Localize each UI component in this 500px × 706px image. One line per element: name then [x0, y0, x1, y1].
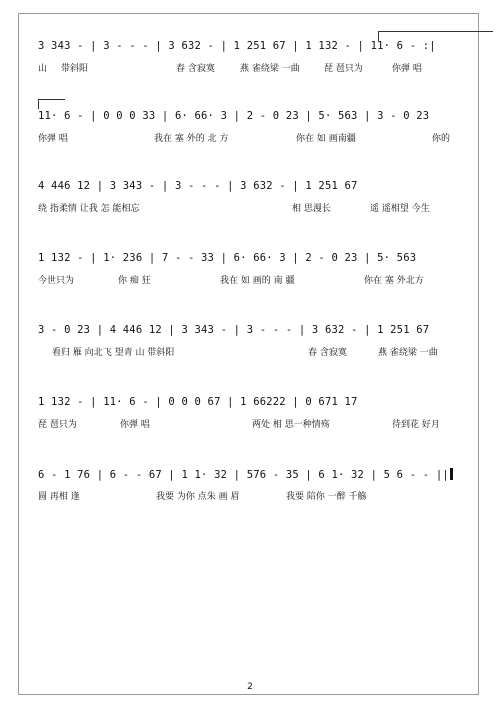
score-system-6: [38, 396, 463, 431]
lyrics-line: [38, 417, 463, 431]
lyric-segment: 你的: [432, 134, 451, 144]
notation-line: 4 446 12 | 3 343 - | 3 - - - | 3 632 - | 1 251 67: [38, 180, 358, 192]
lyric-segment: 带斜阳: [61, 64, 89, 74]
lyrics-line: [38, 273, 463, 287]
page-number: 2: [247, 682, 253, 692]
lyric-segment: 燕 雀绕梁 一曲: [240, 64, 300, 74]
lyrics-line: [38, 489, 463, 503]
notation-line: 3 343 - | 3 - - - | 3 632 - | 1 251 67 | 1 132 - | 11· 6 - :|: [38, 40, 436, 52]
lyric-segment: 你弹 唱: [38, 134, 68, 144]
lyric-segment: 春 含寂寞: [308, 348, 347, 358]
lyric-segment: 春 含寂寞: [176, 64, 215, 74]
lyric-segment: 你 痴 狂: [118, 276, 151, 286]
lyric-segment: 圆 再相 逢: [38, 492, 80, 502]
lyric-segment: 绕 指柔情 让我 怎 能相忘: [38, 204, 140, 214]
notation-line: 3 - 0 23 | 4 446 12 | 3 343 - | 3 - - - | 3 632 - | 1 251 67: [38, 324, 430, 336]
lyric-segment: 我要 陪你 一醉 千觞: [286, 492, 367, 502]
lyric-segment: 待到花 好月: [392, 420, 440, 430]
lyric-segment: 你在 塞 外北方: [364, 276, 424, 286]
lyrics-line: [38, 201, 463, 215]
lyric-segment: 今世只为: [38, 276, 75, 286]
volta-bracket: [38, 99, 65, 109]
lyrics-line: [38, 345, 463, 359]
notation-line: [38, 468, 463, 482]
score-system-1: [38, 40, 463, 75]
lyric-segment: 燕 雀绕梁 一曲: [378, 348, 438, 358]
lyric-segment: 你弹 唱: [120, 420, 150, 430]
score-system-3: [38, 180, 463, 215]
lyric-segment: 我在 塞 外的 北 方: [154, 134, 229, 144]
lyric-segment: 遥 遥相望 今生: [370, 204, 430, 214]
score-system-2: [38, 110, 463, 145]
lyric-segment: 看归 雁 向北飞 望青 山 带斜阳: [52, 348, 175, 358]
lyric-segment: 你在 如 画南疆: [296, 134, 356, 144]
lyric-segment: 你弹 唱: [392, 64, 422, 74]
score-system-7: [38, 468, 463, 503]
notation-line: 1 132 - | 1· 236 | 7 - - 33 | 6· 66· 3 | 2 - 0 23 | 5· 563: [38, 252, 417, 264]
lyric-segment: 琵 琶只为: [324, 64, 363, 74]
lyric-segment: 我在 如 画的 南 疆: [220, 276, 295, 286]
notation-text: 6 - 1 76 | 6 - - 67 | 1 1· 32 | 576 - 35 | 6 1· 32 | 5 6 - - ||: [38, 469, 449, 481]
score-system-4: [38, 252, 463, 287]
notation-line: 11· 6 - | 0 0 0 33 | 6· 66· 3 | 2 - 0 23 | 5· 563 | 3 - 0 23: [38, 110, 430, 122]
lyric-segment: 两处 相 思一种情殇: [252, 420, 330, 430]
final-barline: [450, 468, 453, 480]
lyrics-line: [38, 131, 463, 145]
lyrics-line: [38, 61, 463, 75]
score-system-5: [38, 324, 463, 359]
lyric-segment: 山: [38, 64, 48, 74]
lyric-segment: 我要 为你 点朱 画 眉: [156, 492, 240, 502]
lyric-segment: 相 思漫长: [292, 204, 331, 214]
lyric-segment: 琵 琶只为: [38, 420, 77, 430]
notation-line: 1 132 - | 11· 6 - | 0 0 0 67 | 1 66222 | 0 671 17: [38, 396, 358, 408]
